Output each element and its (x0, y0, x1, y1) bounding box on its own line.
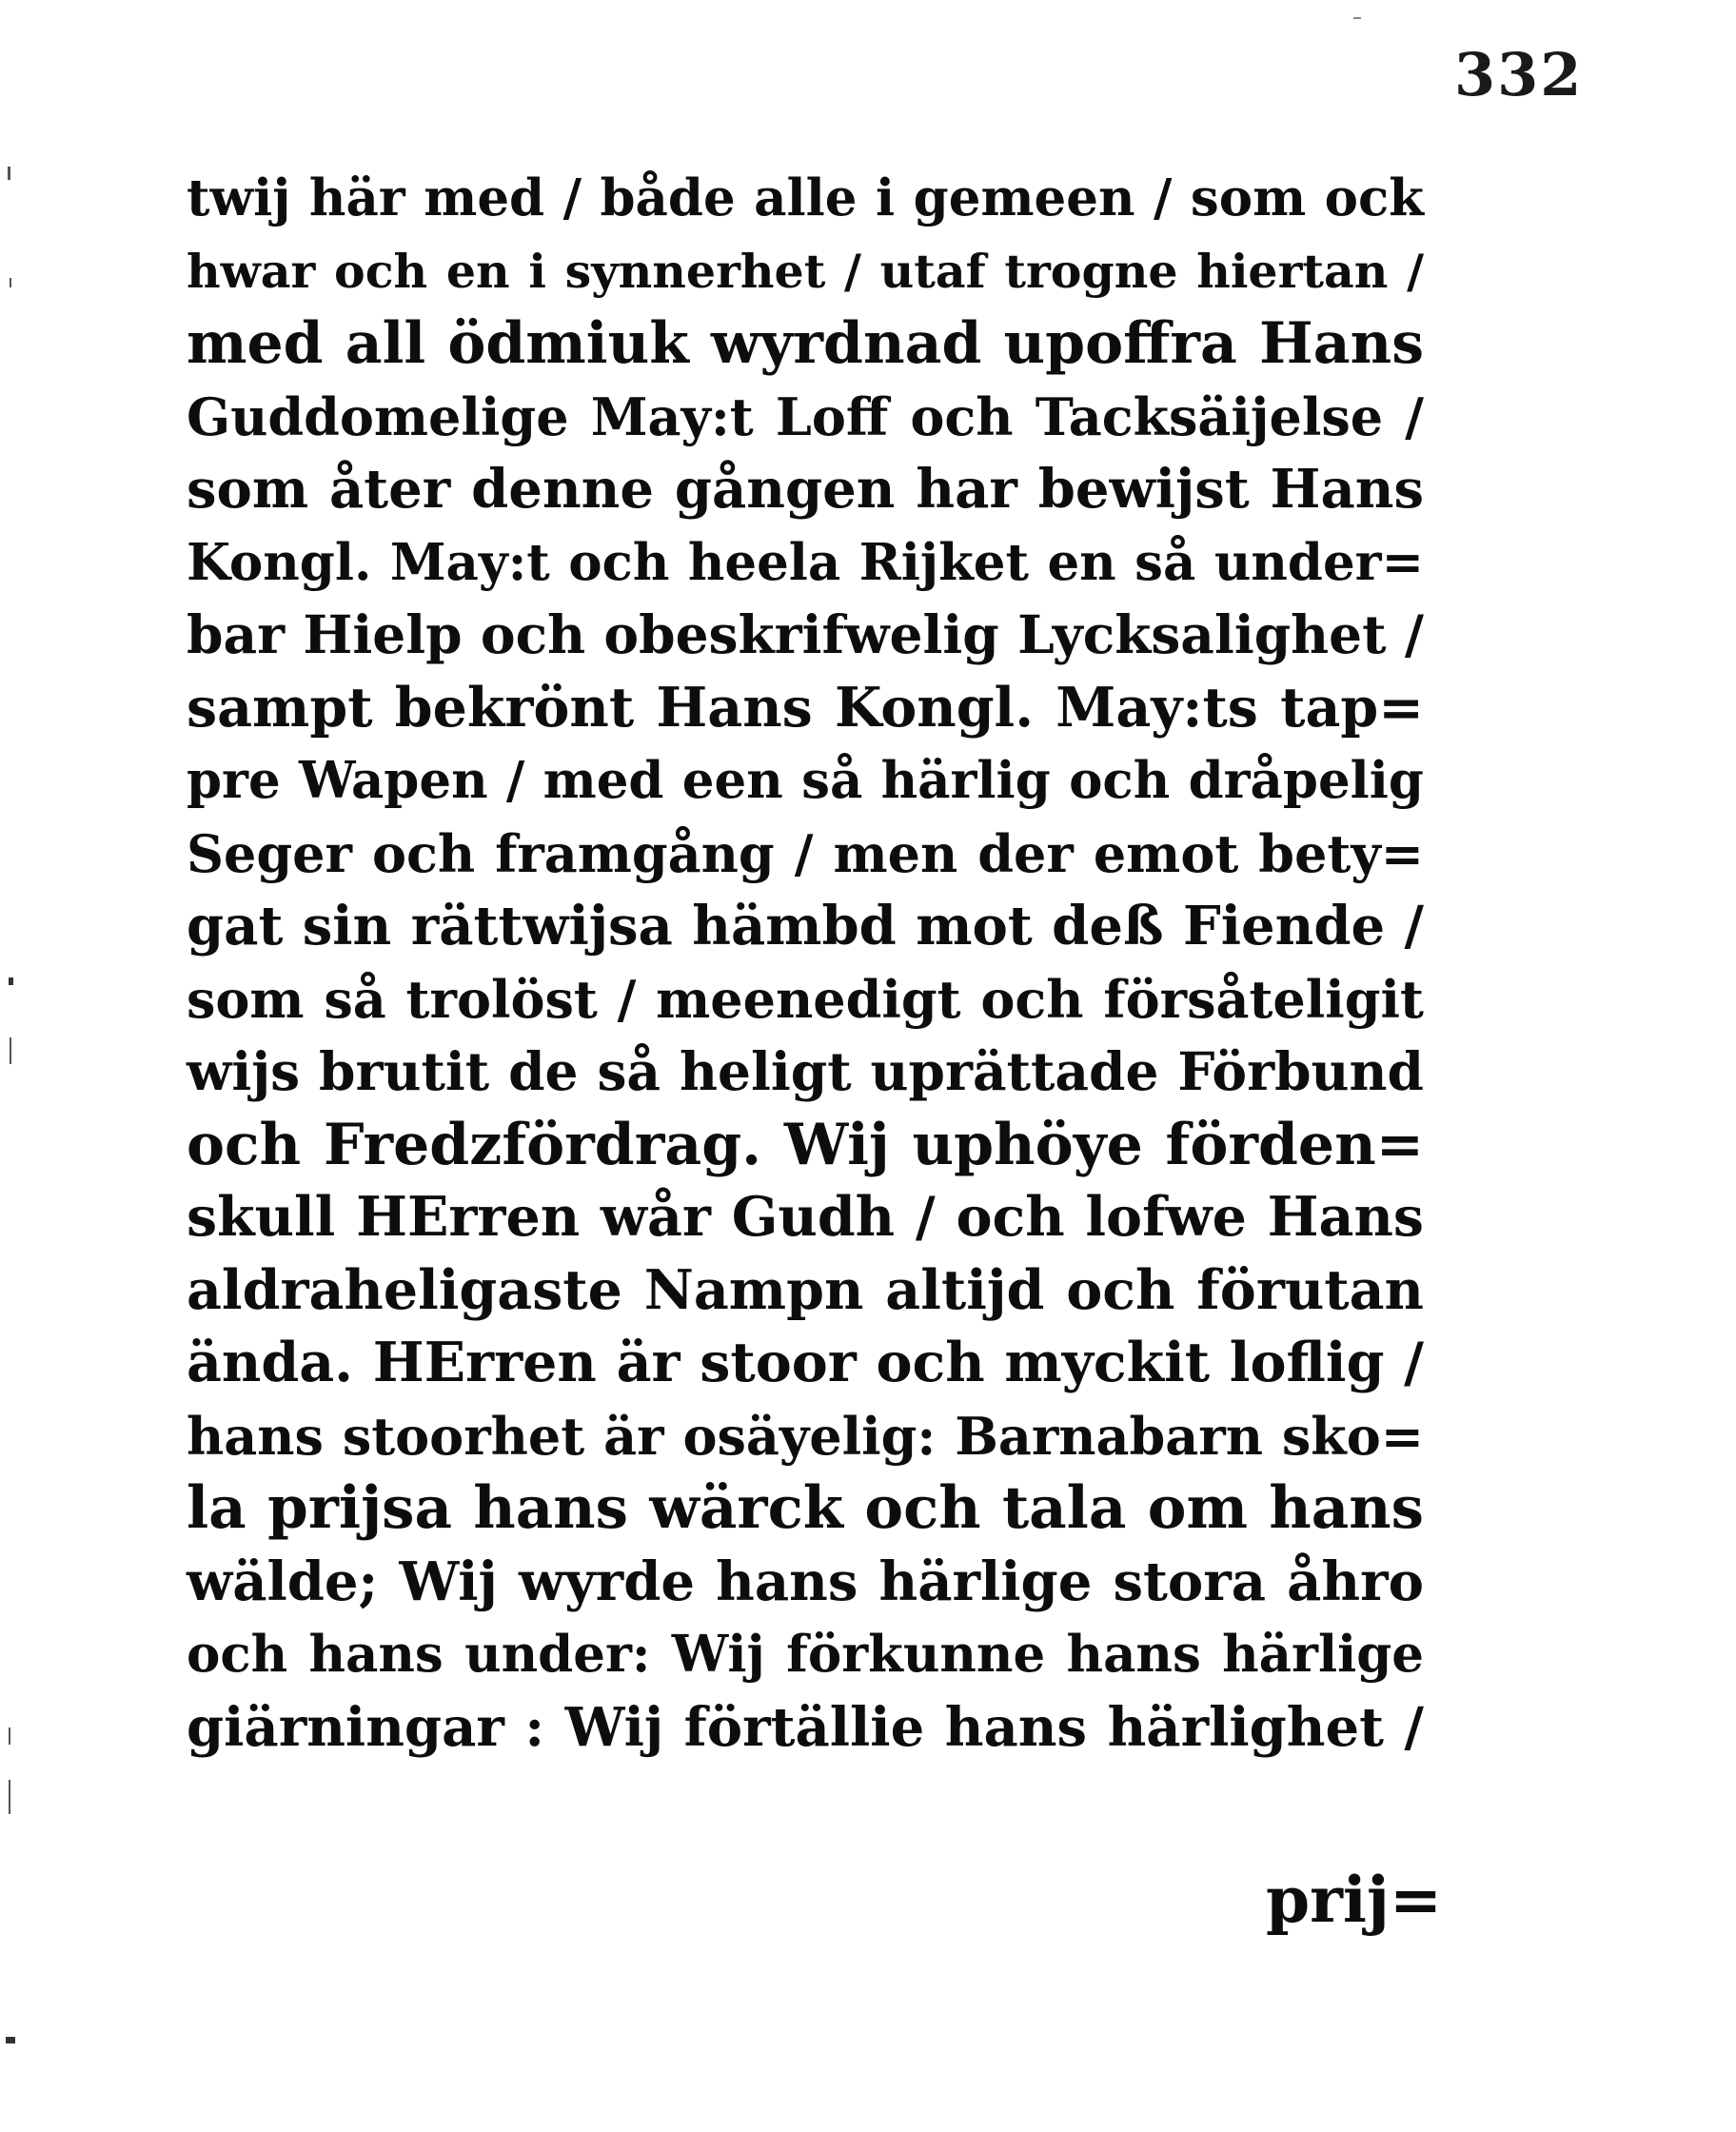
scan-speck (9, 1780, 10, 1814)
text-line: hwar och en i synnerhet / utaf trogne hiertan / (187, 243, 1424, 299)
text-line: giärningar : Wij förtällie hans härlighet / (187, 1695, 1424, 1759)
scan-speck (1353, 17, 1361, 19)
text-line: aldraheligaste Nampn altijd och förutan (187, 1257, 1424, 1322)
catchword: prij= (1266, 1863, 1443, 1937)
text-line: wälde; Wij wyrde hans härlige stora åhro (187, 1550, 1424, 1613)
text-line: pre Wapen / med een så härlig och dråpelig (187, 751, 1424, 810)
text-line: sampt bekrönt Hans Kongl. May:ts tap= (187, 675, 1424, 740)
text-line: och hans under: Wij förkunne hans härlige (187, 1625, 1424, 1684)
text-line: med all ödmiuk wyrdnad upoffra Hans (187, 310, 1424, 377)
text-line: som åter denne gången har bewijst Hans (187, 458, 1424, 521)
scan-speck (9, 1727, 10, 1745)
text-line: twij här med / både alle i gemeen / som ock (187, 168, 1424, 227)
scan-speck (10, 1037, 11, 1064)
text-line: skull HErren wår Gudh / och lofwe Hans (187, 1185, 1424, 1249)
scan-speck (6, 2037, 15, 2043)
scan-speck (9, 977, 13, 985)
text-line: Seger och framgång / men der emot bety= (187, 822, 1424, 884)
text-line: ända. HErren är stoor och myckit loflig / (187, 1331, 1424, 1394)
text-line: la prijsa hans wärck och tala om hans (187, 1474, 1424, 1542)
text-line: bar Hielp och obeskrifwelig Lycksalighet / (187, 603, 1424, 665)
scan-speck (10, 278, 11, 287)
text-line: Guddomelige May:t Loff och Tacksäijelse / (187, 385, 1424, 447)
text-line: Kongl. May:t och heela Rijket en så under= (187, 532, 1424, 592)
text-line: hans stoorhet är osäyelig: Barnabarn sko= (187, 1405, 1424, 1467)
text-line: och Fredzfördrag. Wij uphöye förden= (187, 1111, 1424, 1178)
scan-speck (8, 167, 10, 180)
text-line: som så trolöst / meenedigt och försåteligit (187, 968, 1424, 1030)
page-number: 332 (1454, 40, 1584, 109)
text-line: wijs brutit de så heligt uprättade Förbund (187, 1040, 1424, 1102)
body-text (187, 162, 1424, 1764)
text-line: gat sin rättwijsa hämbd mot deß Fiende / (187, 895, 1424, 957)
